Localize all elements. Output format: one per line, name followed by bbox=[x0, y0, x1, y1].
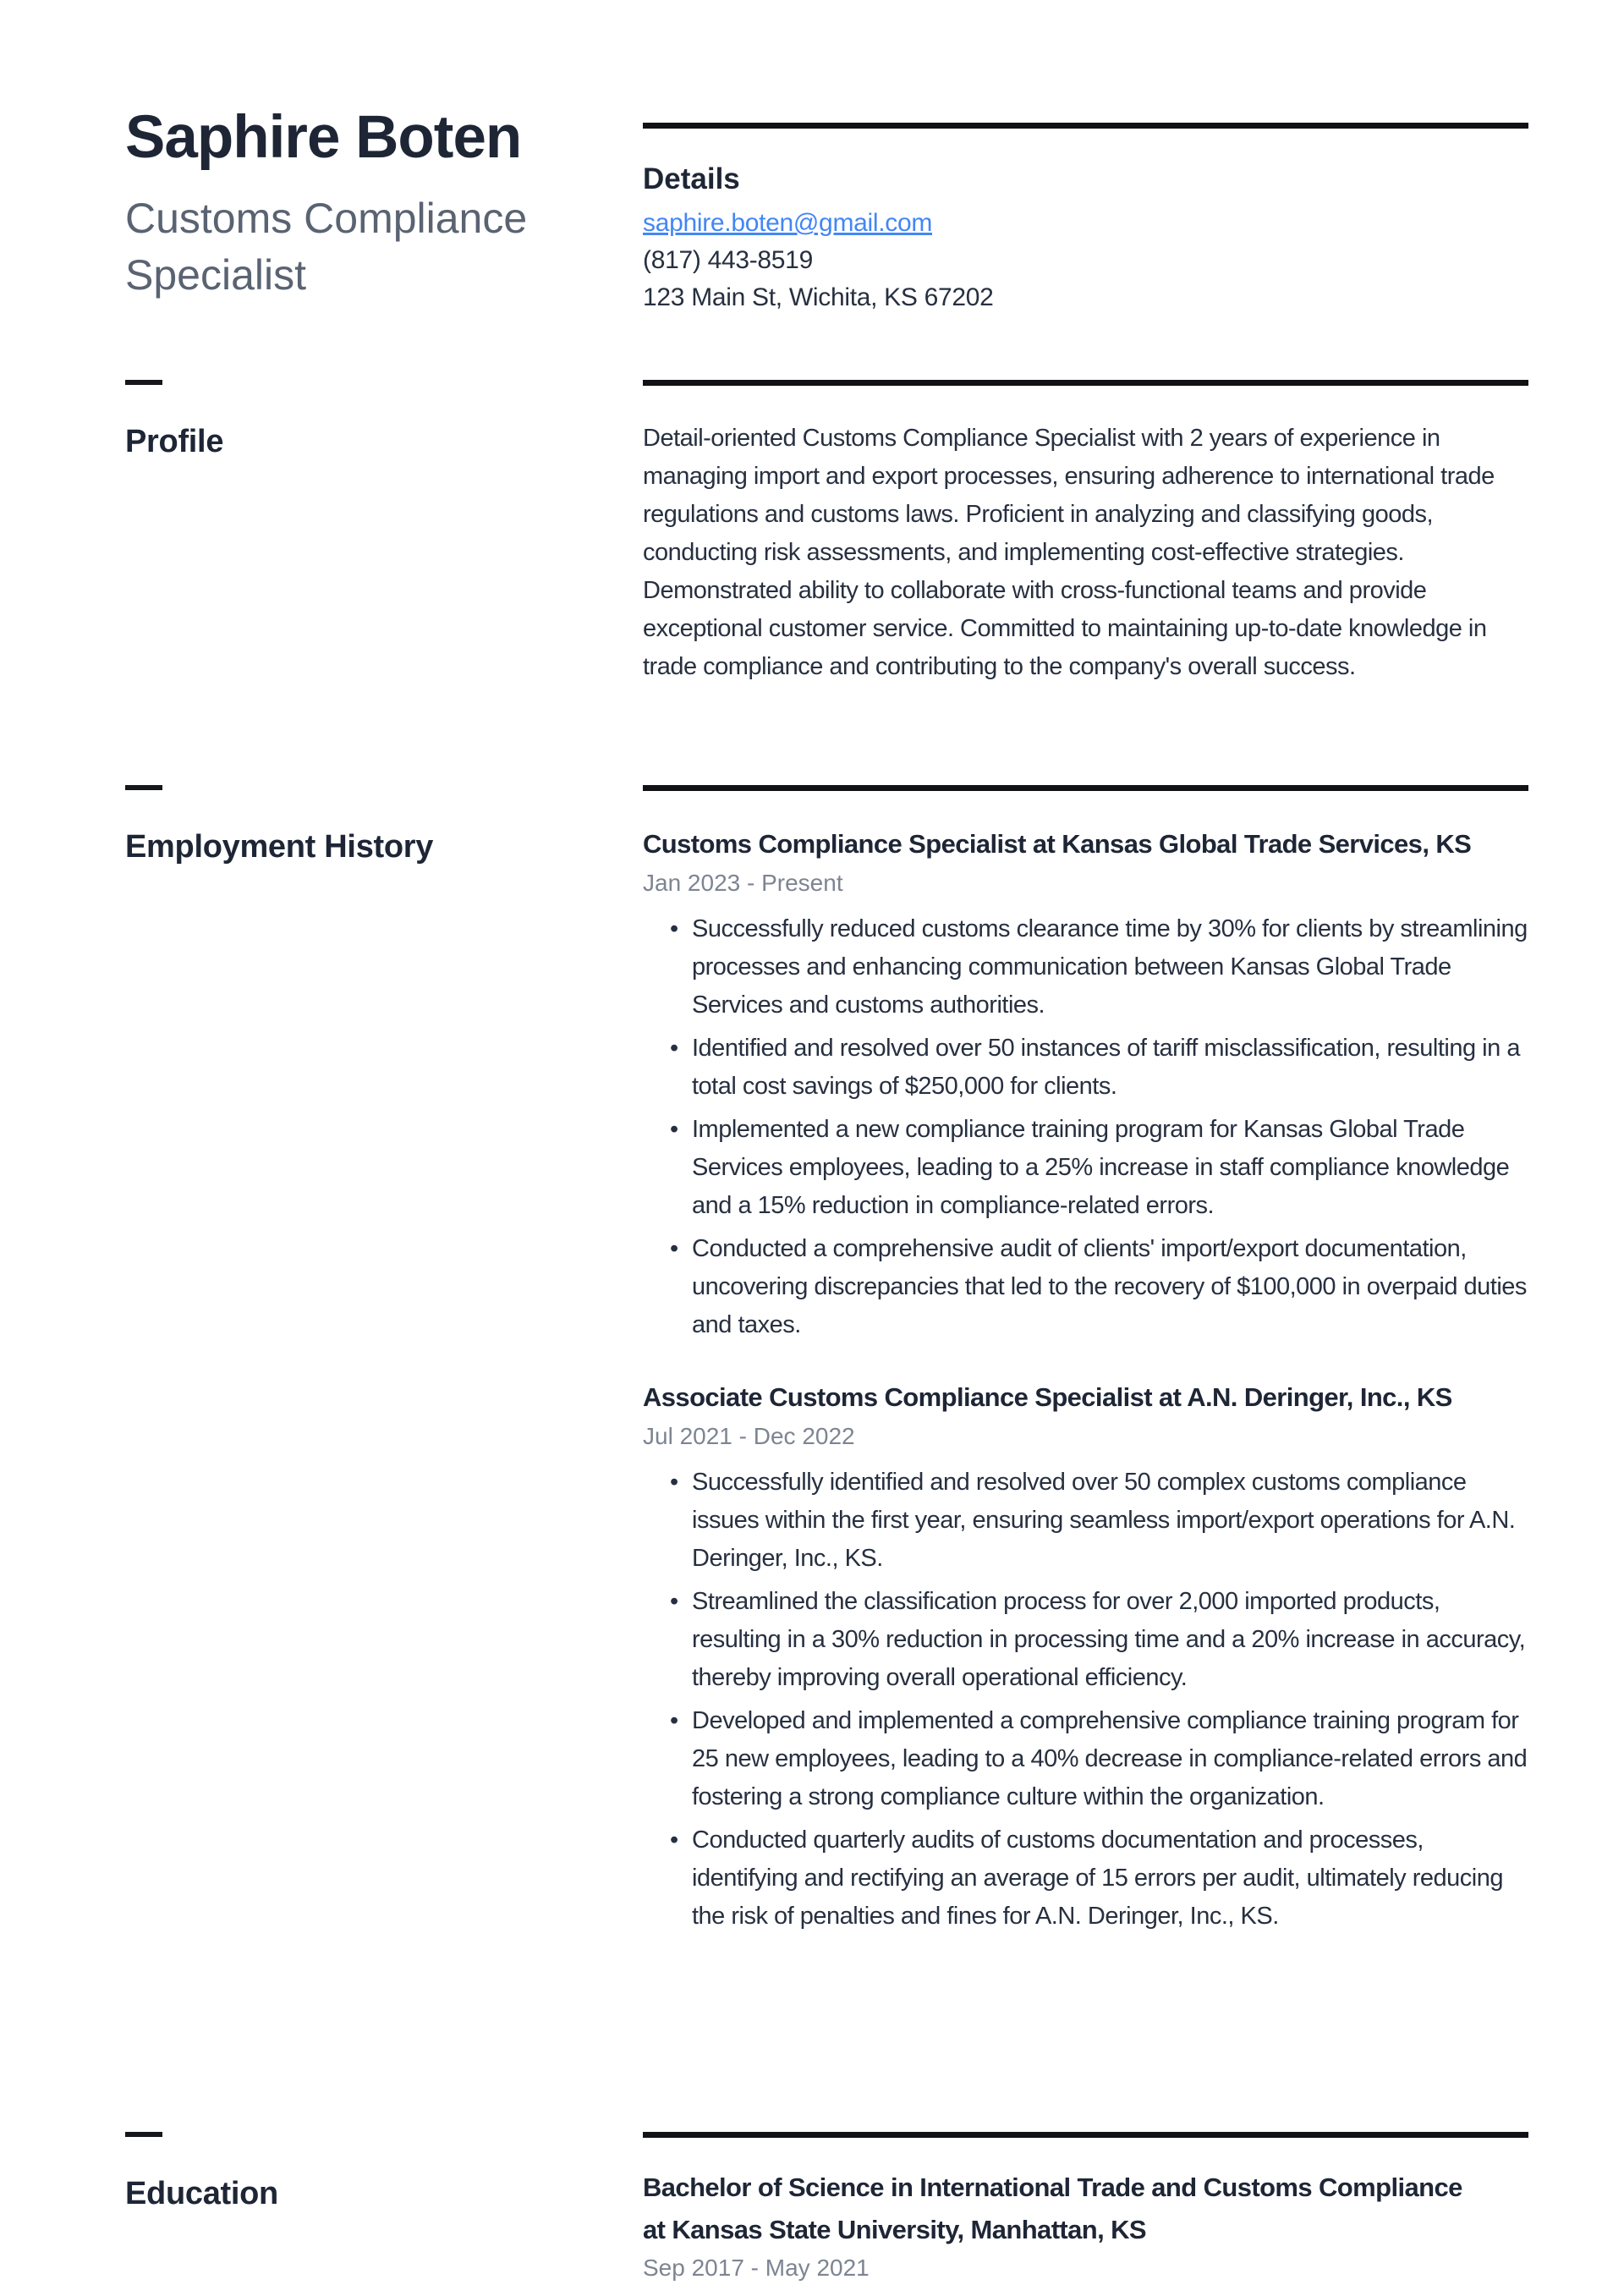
profile-summary: Detail-oriented Customs Compliance Specialist with 2 years of experience in managing import and export processes, ensuring adherence to international trade regulations and customs laws. Proficient in analyzing and classifying goods, conducting risk assessments, and implementing cost-effective strategies. Demonstrated ability to collaborate with cross-functional teams and provide exceptional customer service. Committed to maintaining up-to-date knowledge in trade compliance and contributing to the company's overall success. bbox=[643, 425, 1495, 680]
employment-section bbox=[125, 785, 1528, 1941]
job-bullet: • Conducted quarterly audits of customs documentation and processes, identifying and rectifying an average of 15 errors per audit, ultimately reducing the risk of penalties and fines for A.N. Deringer, Inc., KS. bbox=[668, 1821, 1528, 1936]
profile-heading: Profile bbox=[125, 424, 224, 459]
job-bullet-list bbox=[643, 1464, 1528, 1936]
email-row bbox=[643, 205, 1528, 242]
job-entry bbox=[643, 1375, 1528, 1936]
education-body bbox=[643, 2132, 1528, 2283]
details-divider bbox=[643, 123, 1528, 129]
job-title: Associate Customs Compliance Specialist at A.N. Deringer, Inc., KS bbox=[643, 1382, 1452, 1412]
address-text: 123 Main St, Wichita, KS 67202 bbox=[643, 283, 994, 311]
header-section bbox=[125, 106, 1528, 316]
job-entry bbox=[643, 821, 1528, 1344]
education-dates: Sep 2017 - May 2021 bbox=[643, 2255, 870, 2281]
education-section bbox=[125, 2132, 1528, 2283]
job-bullet-list bbox=[643, 910, 1528, 1344]
profile-body bbox=[643, 380, 1528, 686]
job-title: Customs Compliance Specialist at Kansas Global Trade Services, KS bbox=[643, 829, 1472, 859]
job-bullet: • Successfully reduced customs clearance time by 30% for clients by streamlining processes and enhancing communication between Kansas Global Trade Services and customs authorities. bbox=[668, 910, 1528, 1024]
profile-dash bbox=[125, 380, 162, 385]
details-panel bbox=[643, 106, 1528, 316]
job-title-subtitle: Customs Compliance Specialist bbox=[125, 195, 528, 299]
education-entry bbox=[643, 2167, 1528, 2283]
job-dates: Jul 2021 - Dec 2022 bbox=[643, 1423, 855, 1449]
education-left bbox=[125, 2132, 643, 2283]
name-heading: Saphire Boten bbox=[125, 104, 522, 171]
employment-left bbox=[125, 785, 643, 1941]
contact-block bbox=[643, 205, 1528, 316]
employment-dash bbox=[125, 785, 162, 790]
header-left bbox=[125, 106, 643, 316]
phone-number: (817) 443-8519 bbox=[643, 246, 813, 274]
profile-left bbox=[125, 380, 643, 686]
employment-heading: Employment History bbox=[125, 829, 434, 865]
job-dates: Jan 2023 - Present bbox=[643, 870, 843, 896]
job-bullet: • Implemented a new compliance training program for Kansas Global Trade Services employees, leading to a 25% increase in staff compliance knowledge and a 15% reduction in compliance-related errors. bbox=[668, 1111, 1528, 1225]
employment-divider bbox=[643, 785, 1528, 791]
job-bullet: • Identified and resolved over 50 instances of tariff misclassification, resulting in a total cost savings of $250,000 for clients. bbox=[668, 1030, 1528, 1106]
profile-divider bbox=[643, 380, 1528, 386]
details-heading: Details bbox=[643, 162, 740, 195]
email-link[interactable]: saphire.boten@gmail.com bbox=[643, 209, 933, 237]
education-dash bbox=[125, 2132, 162, 2137]
education-divider bbox=[643, 2132, 1528, 2138]
profile-section bbox=[125, 380, 1528, 686]
education-heading: Education bbox=[125, 2176, 278, 2211]
job-bullet: • Conducted a comprehensive audit of clients' import/export documentation, uncovering discrepancies that led to the recovery of $100,000 in overpaid duties and taxes. bbox=[668, 1230, 1528, 1344]
degree-title: Bachelor of Science in International Trade and Customs Compliance at Kansas State University, Manhattan, KS bbox=[643, 2172, 1462, 2244]
job-bullet: • Developed and implemented a comprehensive compliance training program for 25 new employees, leading to a 40% decrease in compliance-related errors and fostering a strong compliance culture within the organization. bbox=[668, 1702, 1528, 1816]
employment-body bbox=[643, 785, 1528, 1941]
job-bullet: • Successfully identified and resolved over 50 complex customs compliance issues within the first year, ensuring seamless import/export operations for A.N. Deringer, Inc., KS. bbox=[668, 1464, 1528, 1578]
job-bullet: • Streamlined the classification process for over 2,000 imported products, resulting in a 30% reduction in processing time and a 20% increase in accuracy, thereby improving overall operational efficiency. bbox=[668, 1583, 1528, 1697]
